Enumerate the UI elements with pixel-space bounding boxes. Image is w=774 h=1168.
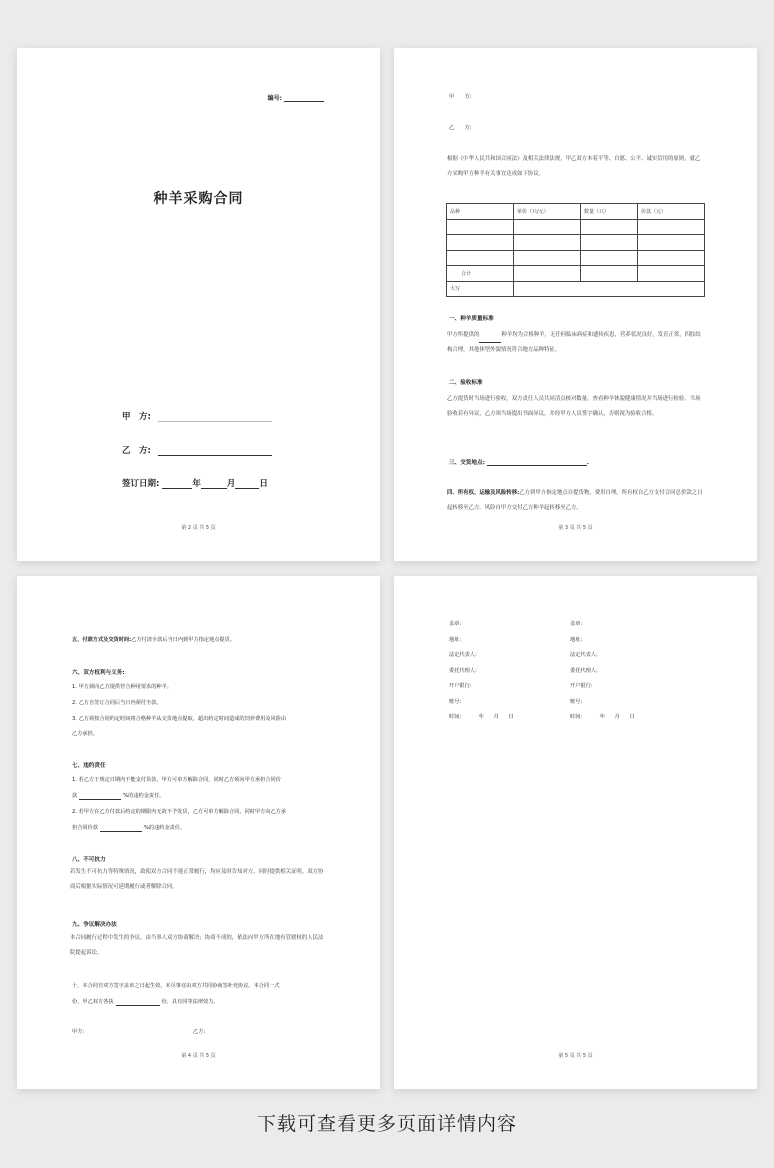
right-signature-block bbox=[570, 620, 635, 729]
month-blank bbox=[201, 479, 227, 489]
right-address-label: 地址: bbox=[570, 636, 583, 643]
right-seal-label: 盖章: bbox=[570, 621, 583, 627]
serial-number-field bbox=[268, 93, 324, 102]
table-header-cell: 品种 bbox=[447, 204, 514, 220]
intro-paragraph: 根据《中华人民共和国合同法》及相关法律法规，甲乙双方本着平等、自愿、公平、诚实信用的原则，就乙方采购甲方种羊有关事宜达成如下协议。 bbox=[447, 156, 701, 177]
signature-party-b: 乙方: bbox=[193, 1029, 206, 1035]
download-caption: 下载可查看更多页面详情内容 bbox=[256, 1113, 517, 1135]
left-bank-label: 开户银行: bbox=[449, 683, 472, 689]
table-row bbox=[447, 219, 705, 235]
section-5 bbox=[72, 636, 235, 644]
left-day: 日 bbox=[508, 714, 514, 720]
table-header-row bbox=[447, 204, 705, 220]
left-month: 月 bbox=[493, 714, 499, 720]
serial-label: 编号: bbox=[267, 95, 282, 102]
section-3-title: 三、交货地点: bbox=[449, 460, 485, 466]
section-7-item-1a: 1. 若乙方于规定日期内不能支付货款，甲方可单方解除合同，同时乙方须向甲方承担合同价 bbox=[72, 777, 281, 783]
right-agent-label: 委托代理人: bbox=[570, 667, 598, 674]
section-1-title: 一、种羊质量标准 bbox=[449, 316, 494, 322]
section-8-title: 八、不可抗力 bbox=[72, 857, 106, 863]
party-a-field bbox=[122, 410, 272, 422]
left-legal-rep-label: 法定代表人: bbox=[449, 652, 477, 658]
right-date-label: 时间: bbox=[570, 714, 583, 720]
left-date-label: 时间: bbox=[449, 714, 462, 720]
section-7-item-1b-pre: 款 bbox=[72, 793, 78, 799]
page-footer: 第 3 页 共 5 页 bbox=[558, 525, 593, 531]
contract-page-3 bbox=[17, 576, 380, 1089]
contract-title: 种羊采购合同 bbox=[153, 191, 244, 207]
left-year: 年 bbox=[478, 714, 484, 720]
left-date-row bbox=[449, 713, 514, 729]
section-10-line-a: 十、本合同自双方签字盖章之日起生效，未尽事宜由双方共同协商签补充协议。本合同一式 bbox=[72, 983, 280, 989]
section-6-item-3b: 乙方承担。 bbox=[72, 731, 98, 737]
party-b-label: 乙 方: bbox=[449, 125, 472, 131]
section-6-title: 六、双方权利与义务: bbox=[72, 670, 125, 676]
delivery-place-blank bbox=[487, 459, 587, 466]
section-8-text: 若发生不可抗力等特殊情况，致使双方合同不能正常履行，均应及时告知对方，同时提供相关证明。双方协商后根据实际情况可延期履行或者解除合同。 bbox=[70, 869, 324, 890]
cover-page bbox=[17, 48, 380, 561]
contract-page-5 bbox=[394, 576, 757, 1089]
year-blank bbox=[162, 479, 192, 489]
section-1-text bbox=[447, 328, 705, 358]
section-7-item-2b bbox=[72, 824, 185, 832]
capital-cell: 大写 bbox=[447, 281, 514, 297]
section-4-title: 四、所有权、运输及风险转移: bbox=[447, 490, 520, 496]
section-2-text: 乙方提货时当场进行验收，双方责任人员共同清点核对数量，查看种羊体貌健康情况并当场进行检验。当场验收若有异议，乙方须当场提出书面异议，并经甲方人员签字确认，否则视为验收合格。 bbox=[447, 396, 701, 417]
section-4-text: 乙方到甲方指定地点自提货物，费用自理。所有权自乙方支付合同总价款之日起转移至乙方。风险自甲方交付乙方种羊起转移至乙方。 bbox=[447, 490, 703, 511]
section-3-field: 三、交货地点: . bbox=[449, 460, 589, 466]
right-day: 日 bbox=[629, 714, 635, 720]
right-bank-label: 开户银行: bbox=[570, 683, 593, 689]
section-6-item-2: 2. 乙方自签订合同后当日内须付全款。 bbox=[72, 700, 162, 706]
section-7-item-2b-pre: 担合同价款 bbox=[72, 825, 98, 831]
section-10-b-pre: 份，甲乙双方各执 bbox=[72, 999, 114, 1005]
section-9-text: 本合同履行过程中发生的争议，由当事人双方协商解决；协商不成的，依法向甲方所在地有管辖权的人民法院提起诉讼。 bbox=[70, 935, 324, 956]
year-label: 年 bbox=[192, 479, 201, 489]
day-label: 日 bbox=[259, 479, 268, 489]
section-10-line-b bbox=[72, 998, 219, 1006]
section-5-title: 五、付款方式及交货时间: bbox=[72, 637, 132, 643]
section-7-title: 七、违约责任 bbox=[72, 763, 106, 769]
left-agent-label: 委托代理人: bbox=[449, 667, 477, 674]
party-a-label: 甲 方: bbox=[122, 412, 151, 422]
month-label: 月 bbox=[226, 479, 236, 489]
section-5-text: 乙方付清全款后当日内到甲方指定地点提货。 bbox=[131, 637, 235, 643]
section-7-item-1b bbox=[72, 792, 164, 800]
signature-party-a: 甲方: bbox=[72, 1029, 85, 1035]
table-header-cell: 价款（元） bbox=[638, 204, 705, 220]
right-account-label: 账号: bbox=[570, 698, 583, 705]
right-month: 月 bbox=[614, 714, 620, 720]
section-10-b-post: 份，具有同等法律效力。 bbox=[161, 999, 219, 1005]
day-blank bbox=[235, 479, 259, 489]
table-header-cell: 数量（只） bbox=[581, 204, 638, 220]
serial-blank bbox=[284, 94, 324, 102]
page-footer: 第 5 页 共 5 页 bbox=[558, 1053, 593, 1059]
left-seal-label: 盖章: bbox=[449, 621, 462, 627]
party-b-label: 乙 方: bbox=[122, 446, 151, 456]
party-b-blank bbox=[158, 446, 272, 456]
section-6-item-3a: 3. 乙方须按合同约定时间将合格种羊从交货地点提取，超出约定时间造成的饲养费用及风险由 bbox=[72, 716, 287, 722]
total-cell: 合计 bbox=[447, 266, 514, 282]
table-row bbox=[447, 266, 705, 282]
party-a-blank bbox=[158, 412, 272, 422]
section-7-item-2a: 2. 若甲方在乙方付款后约定的期限内无故不予发货，乙方可单方解除合同，同时甲方向乙方承 bbox=[72, 809, 287, 815]
section-6-item-1: 1. 甲方须向乙方提供符合种用要求的种羊。 bbox=[72, 684, 172, 690]
right-year: 年 bbox=[599, 714, 605, 720]
left-account-label: 账号: bbox=[449, 698, 462, 705]
sign-date-label: 签订日期: bbox=[122, 479, 160, 489]
sign-date-field bbox=[122, 477, 268, 489]
table-header-cell: 单价（只/元） bbox=[514, 204, 581, 220]
section-2-title: 二、验收标准 bbox=[449, 380, 483, 386]
page-footer: 第 4 页 共 5 页 bbox=[181, 1053, 216, 1059]
party-a-label: 甲 方: bbox=[449, 94, 472, 100]
section-7-item-2b-post: %的违约金责任。 bbox=[143, 825, 186, 831]
party-b-field bbox=[122, 444, 272, 456]
section-7-item-1b-post: %的违约金责任。 bbox=[123, 793, 165, 799]
table-row bbox=[447, 250, 705, 266]
left-address-label: 地址: bbox=[449, 636, 462, 643]
right-date-row bbox=[570, 713, 635, 729]
left-signature-block bbox=[449, 620, 514, 729]
right-legal-rep-label: 法定代表人: bbox=[570, 652, 598, 658]
section-4 bbox=[447, 486, 705, 516]
table-row bbox=[447, 235, 705, 251]
breed-blank bbox=[479, 336, 501, 343]
goods-table bbox=[446, 203, 705, 297]
section-1-text-a: 甲方所提供的 bbox=[447, 332, 480, 338]
penalty-blank-1 bbox=[79, 793, 121, 800]
section-1-text-b: 种羊均为合格种羊，无任何临床病症和遗传疾患，营养状况良好，发育正常，四肢结构合理，其他体型外貌情况符合地方品种特征。 bbox=[447, 332, 701, 353]
table-row bbox=[447, 281, 705, 297]
section-9-title: 九、争议解决办法 bbox=[72, 922, 117, 928]
page-footer: 第 2 页 共 5 页 bbox=[181, 525, 216, 531]
contract-page-2 bbox=[394, 48, 757, 561]
copies-blank bbox=[116, 999, 160, 1006]
penalty-blank-2 bbox=[100, 825, 142, 832]
